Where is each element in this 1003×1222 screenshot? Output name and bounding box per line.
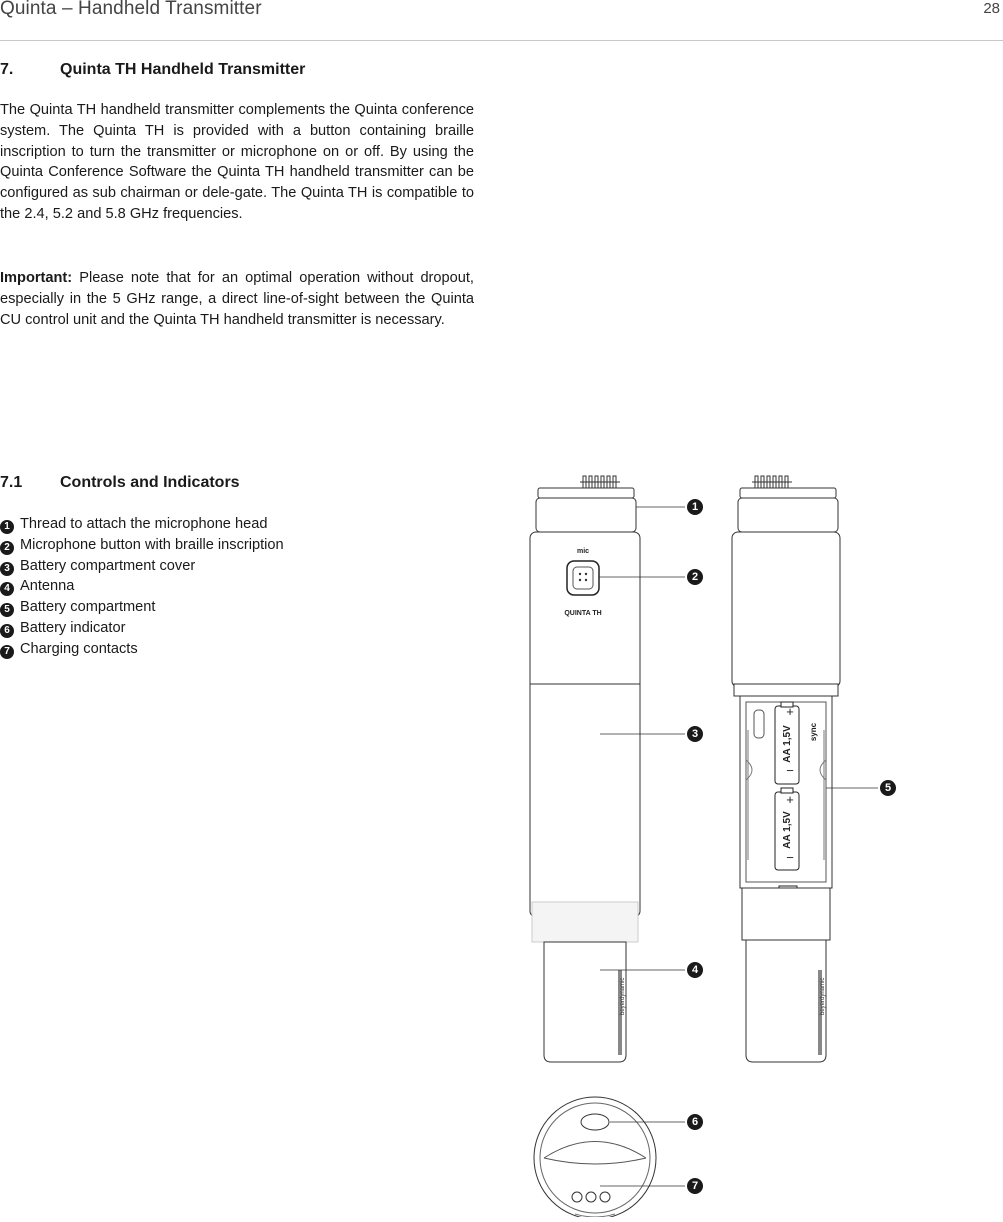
transmitter-illustration — [500, 470, 1003, 1217]
marker-badge: 1 — [0, 520, 14, 534]
marker-badge: 5 — [0, 603, 14, 617]
transmitter-open-view — [732, 476, 840, 1062]
callout-2: 2 — [687, 569, 703, 585]
transmitter-figure — [500, 470, 1003, 1217]
mic-button-label: mic — [576, 548, 590, 555]
list-item — [0, 618, 420, 639]
brand-text: beyerdynamic — [620, 977, 626, 1015]
callout-3: 3 — [687, 726, 703, 742]
list-item-label: Battery indicator — [20, 619, 126, 636]
list-item — [0, 535, 420, 556]
transmitter-front-view — [530, 476, 640, 1062]
subsection-title: Controls and Indicators — [60, 474, 240, 491]
device-label: QUINTA TH — [564, 610, 602, 617]
thread-pins — [580, 476, 620, 488]
list-item-label: Battery compartment cover — [20, 557, 196, 574]
marker-badge: 6 — [0, 624, 14, 638]
brand-text-right: beyerdynamic — [820, 977, 826, 1015]
list-item-label: Microphone button with braille inscription — [20, 536, 284, 553]
callout-1: 1 — [687, 499, 703, 515]
list-item — [0, 639, 420, 660]
header-divider — [0, 40, 1003, 41]
transmitter-bottom-view — [534, 1097, 656, 1217]
callout-5: 5 — [880, 780, 896, 796]
marker-badge: 3 — [0, 562, 14, 576]
important-paragraph — [0, 268, 474, 330]
list-item — [0, 514, 420, 535]
sync-label: sync — [809, 722, 818, 742]
important-label: Important: — [0, 270, 73, 286]
list-item-label: Charging contacts — [20, 640, 138, 657]
list-item — [0, 556, 420, 577]
marker-badge: 4 — [0, 582, 14, 596]
battery-2-label: AA 1,5V — [782, 811, 793, 849]
running-header-title: Quinta – Handheld Transmitter — [0, 0, 262, 19]
battery-1-plus: + — [786, 704, 794, 719]
battery-1-minus: − — [786, 763, 794, 778]
callout-7: 7 — [687, 1178, 703, 1194]
battery-2-minus: − — [786, 850, 794, 865]
battery-2-plus: + — [786, 792, 794, 807]
list-item-label: Antenna — [20, 578, 75, 595]
list-item-label: Battery compartment — [20, 599, 156, 616]
marker-badge: 2 — [0, 541, 14, 555]
list-item — [0, 597, 420, 618]
list-item-label: Thread to attach the microphone head — [20, 516, 268, 532]
important-text: Please note that for an optimal operation without dropout, especially in the 5 GHz range, a direct line-of-sight between the Quinta CU control unit and the Quinta TH handheld transmitter is necessary. — [0, 270, 474, 328]
intro-paragraph: The Quinta TH handheld transmitter complements the Quinta conference system. The Quinta TH is provided with a button containing braille inscription to turn the transmitter or microphone on or off. By using the Quinta Conference Software the Quinta TH handheld transmitter can be configured as sub chairman or dele-gate. The Quinta TH is compatible to the 2.4, 5.2 and 5.8 GHz frequencies. — [0, 102, 474, 222]
page-number: 28 — [983, 0, 1000, 17]
thread-pins-right — [752, 476, 792, 488]
list-item — [0, 576, 420, 597]
battery-1-label: AA 1,5V — [782, 725, 793, 763]
marker-badge: 7 — [0, 645, 14, 659]
section-number: 7. — [0, 61, 14, 78]
callout-4: 4 — [687, 962, 703, 978]
subsection-number: 7.1 — [0, 474, 23, 491]
callout-6: 6 — [687, 1114, 703, 1130]
controls-legend — [0, 514, 420, 660]
section-title: Quinta TH Handheld Transmitter — [60, 61, 306, 78]
